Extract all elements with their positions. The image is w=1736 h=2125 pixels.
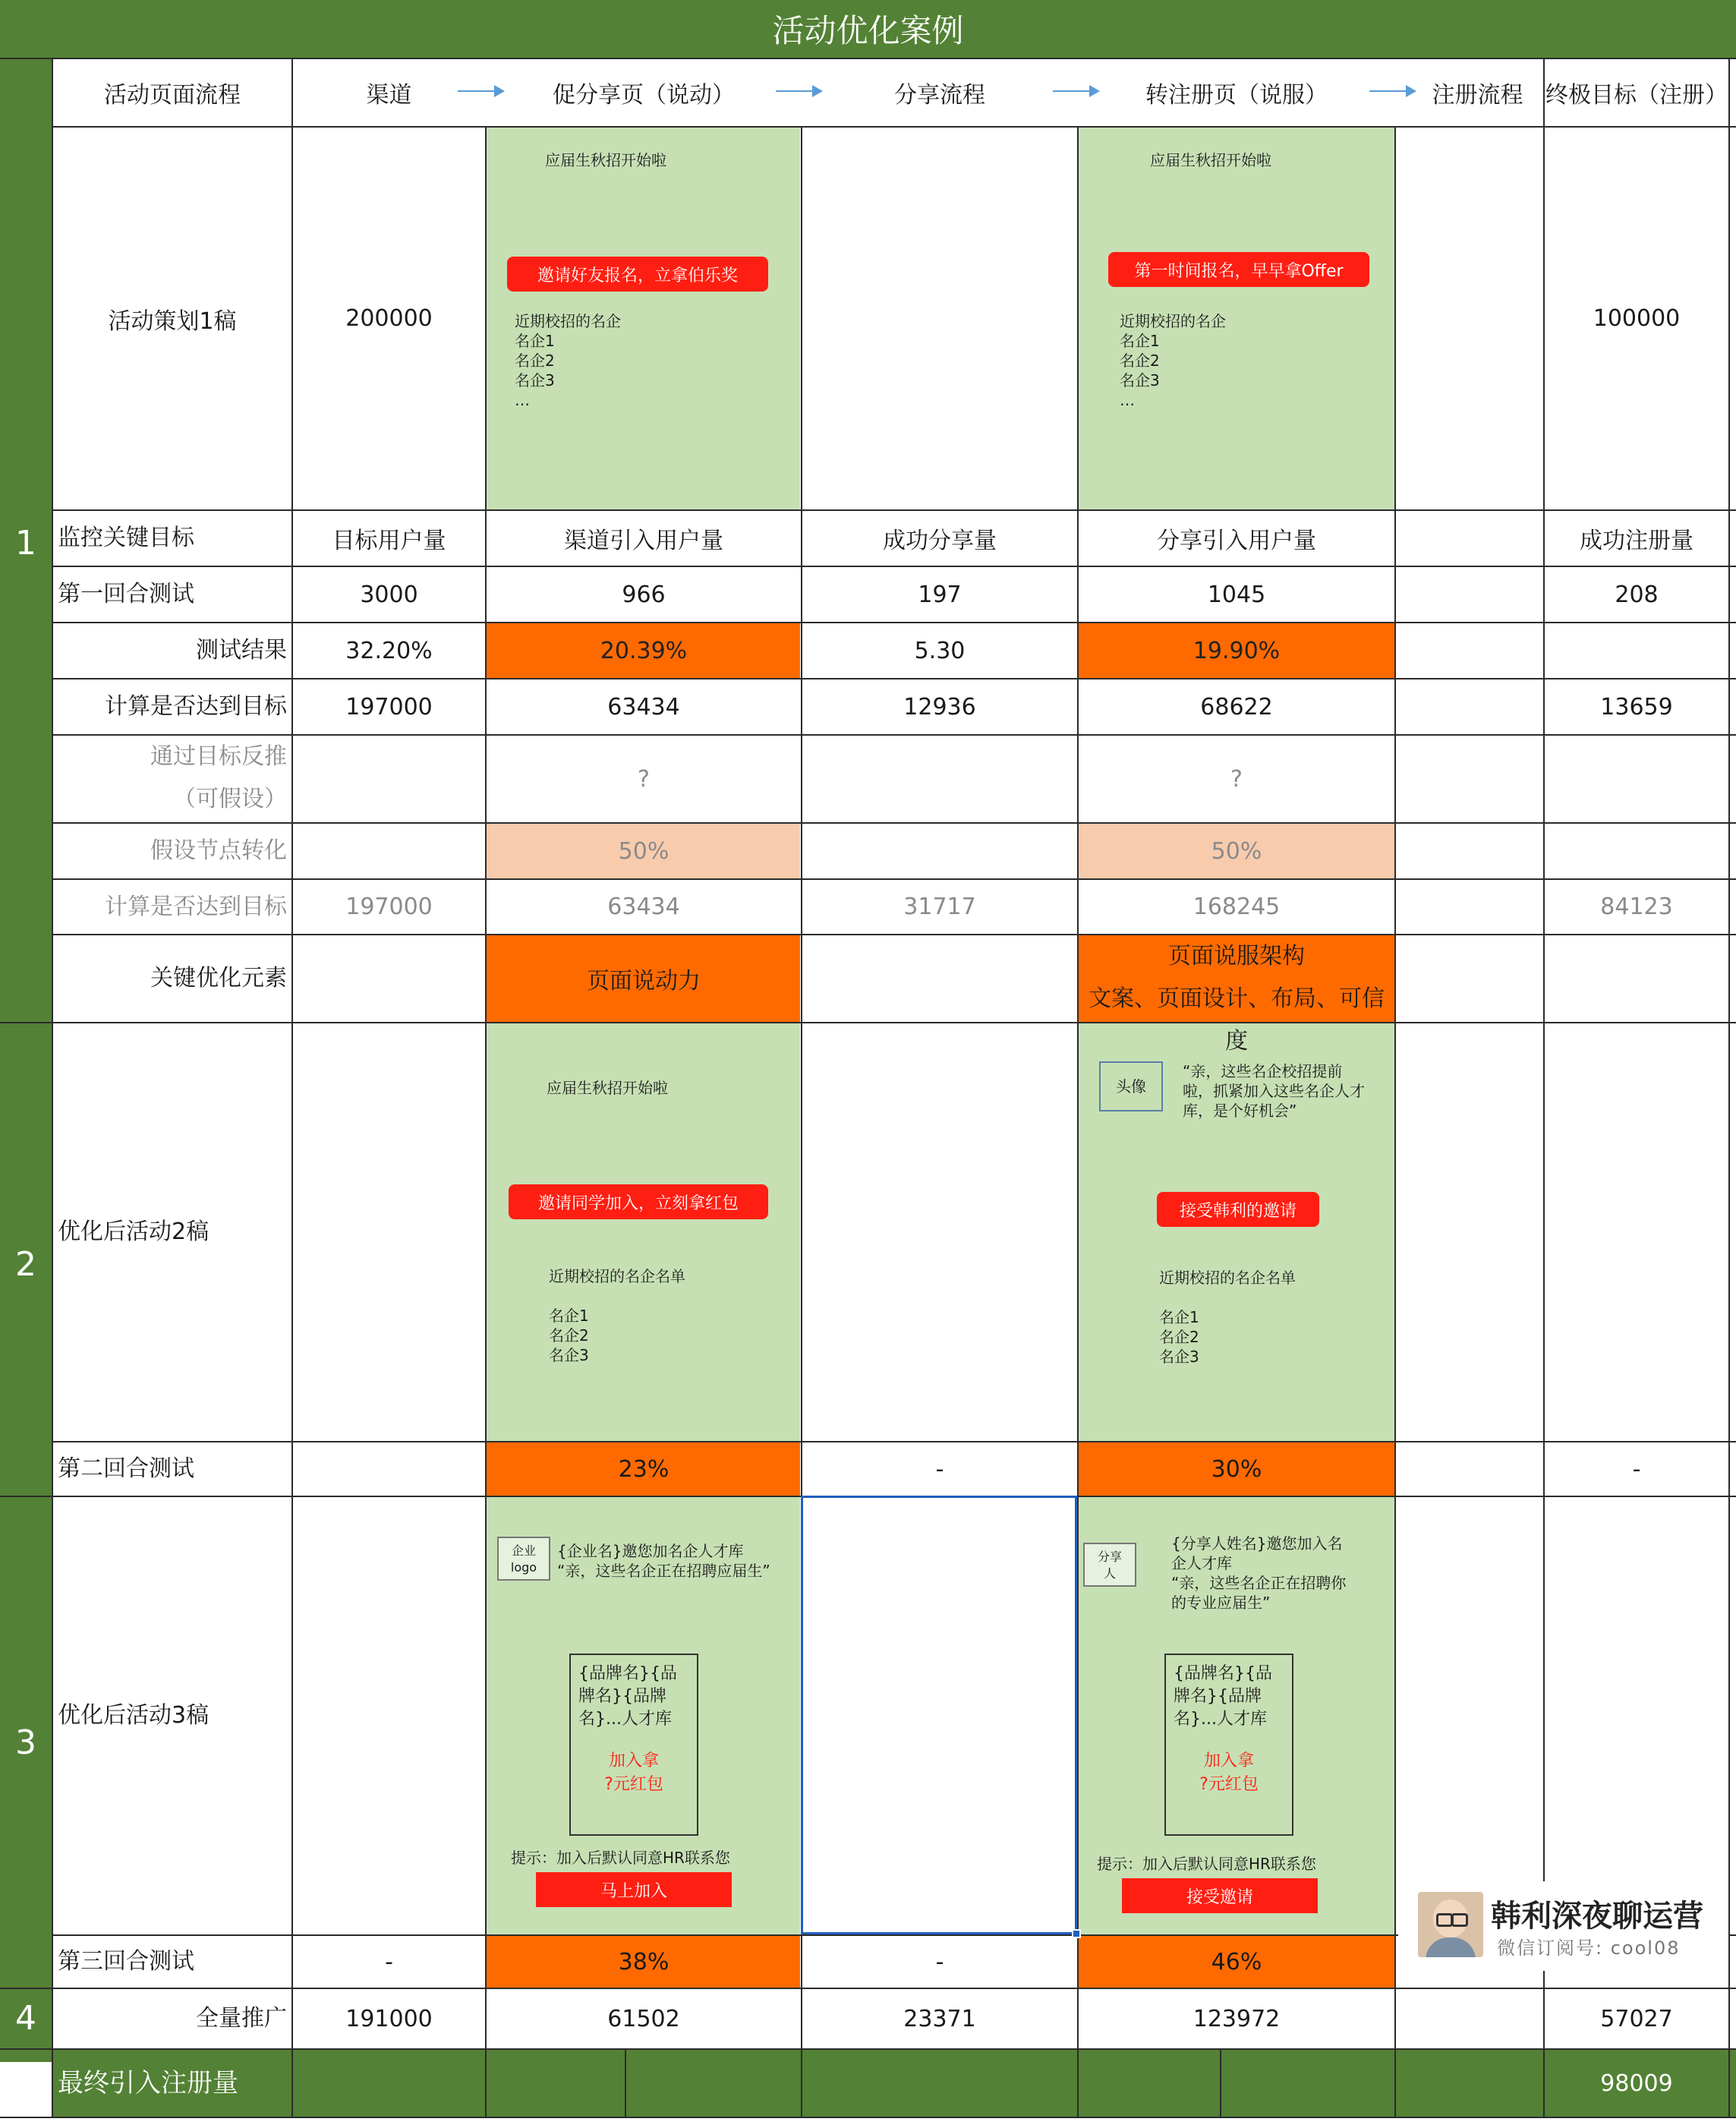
test2-c2: 23%: [618, 1455, 670, 1483]
watermark-name: 韩利深夜聊运营: [1491, 1899, 1703, 1934]
watermark: [1398, 1881, 1728, 1971]
mock2-share-list: [549, 1306, 777, 1365]
row-label-calc2: 计算是否达到目标: [105, 894, 287, 920]
mock3-reg-hint: 提示：加入后默认同意HR联系您: [1097, 1855, 1316, 1873]
list-item: 名企3: [1120, 371, 1160, 389]
kpi-c4: 分享引入用户量: [1157, 528, 1316, 554]
header-share-page: 促分享页（说动）: [553, 82, 735, 109]
test3-c3: -: [935, 1948, 944, 1975]
header-channel: 渠道: [366, 82, 412, 109]
mock2-reg-quote: “亲，这些名企校招提前啦，抓紧加入这些名企人才库，是个好机会”: [1183, 1062, 1365, 1120]
list-item: 名企3: [549, 1346, 589, 1364]
section-4: 4: [15, 1998, 36, 2038]
row-label-assume: 假设节点转化: [150, 837, 287, 864]
test1-c2: 966: [622, 581, 666, 608]
mock3-reg-brand-box: {品牌名}{品牌名}{品牌名}...人才库 加入拿 ?元红包: [1164, 1654, 1293, 1836]
key-c2: 页面说动力: [587, 968, 701, 995]
row-label-plan1: 活动策划1稿: [108, 307, 237, 335]
list-item: 名企1: [1120, 332, 1160, 350]
arrow-3: [1053, 90, 1098, 92]
test3-c1: -: [385, 1948, 393, 1975]
row-label-plan3: 优化后活动3稿: [58, 1702, 210, 1729]
mock3-share-text: {企业名}邀您加名企人才库 “亲，这些名企正在招聘应届生”: [557, 1542, 770, 1580]
list-item: 名企1: [515, 332, 555, 350]
result-c2: 20.39%: [600, 637, 688, 664]
mock2-reg-list: [1159, 1307, 1387, 1367]
row-label-test3: 第三回合测试: [58, 1948, 194, 1975]
kpi-c6: 成功注册量: [1580, 528, 1693, 554]
kpi-c3: 成功分享量: [883, 528, 997, 554]
list-item: 名企2: [515, 352, 555, 370]
list-item: 名企1: [1159, 1308, 1199, 1326]
full-c3: 23371: [903, 2005, 976, 2032]
section-1: 1: [15, 523, 36, 563]
mock3-share-button[interactable]: 马上加入: [536, 1872, 732, 1907]
calc2-c6: 84123: [1600, 894, 1673, 920]
arrow-1: [458, 90, 503, 92]
list-item: 名企2: [1120, 352, 1160, 370]
row-label-kpi: 监控关键目标: [58, 525, 194, 551]
mock2-share-button[interactable]: 邀请同学加入，立刻拿红包: [509, 1184, 768, 1219]
calc2-c2: 63434: [607, 894, 680, 920]
header-goal: 终极目标（注册）: [1545, 82, 1728, 109]
calc1-c1: 197000: [345, 693, 433, 720]
calc2-c1: 197000: [345, 894, 433, 920]
test1-c3: 197: [918, 581, 962, 608]
calc1-c4: 68622: [1200, 693, 1273, 720]
test3-c4: 46%: [1211, 1948, 1262, 1975]
row-label-reverse: 通过目标反推 （可假设）: [150, 743, 287, 812]
final-row-bg: [52, 2048, 1736, 2117]
row-label-calc1: 计算是否达到目标: [105, 693, 287, 720]
calc1-c2: 63434: [607, 693, 680, 720]
test1-c4: 1045: [1207, 581, 1266, 608]
mock3-share-hint: 提示：加入后默认同意HR联系您: [511, 1849, 730, 1867]
section-2: 2: [15, 1244, 36, 1284]
header-reg-page: 转注册页（说服）: [1145, 82, 1328, 109]
calc2-c3: 31717: [903, 894, 976, 920]
mock1-reg-headline: 应届生秋招开始啦: [1150, 151, 1271, 169]
section-3: 3: [15, 1723, 36, 1762]
header-flow: 活动页面流程: [104, 82, 241, 109]
list-item: 名企3: [515, 371, 555, 389]
list-item: 名企2: [1159, 1328, 1199, 1346]
calc2-c4: 168245: [1193, 894, 1281, 920]
mock1-reg-button[interactable]: 第一时间报名，早早拿Offer: [1108, 252, 1369, 287]
row-label-test1: 第一回合测试: [58, 581, 194, 607]
kpi-c1: 目标用户量: [332, 528, 446, 554]
list-item: 名企1: [549, 1307, 589, 1325]
full-c6: 57027: [1600, 2005, 1673, 2032]
full-c1: 191000: [345, 2005, 433, 2032]
avatar: [1418, 1892, 1483, 1957]
section-5: 5: [15, 2063, 36, 2102]
test2-c4: 30%: [1211, 1455, 1262, 1483]
result-c3: 5.30: [914, 637, 966, 664]
mock2-share-list-title: 近期校招的名企名单: [549, 1267, 685, 1285]
test1-c1: 3000: [360, 581, 418, 608]
test1-c6: 208: [1615, 581, 1659, 608]
calc1-c3: 12936: [903, 693, 976, 720]
row-label-test2: 第二回合测试: [58, 1455, 194, 1482]
mock2-reg-button[interactable]: 接受韩利的邀请: [1157, 1192, 1319, 1227]
row-label-result: 测试结果: [196, 637, 287, 664]
selected-cell[interactable]: [801, 1496, 1077, 1934]
assume-c4: 50%: [1211, 837, 1262, 865]
test2-c6: -: [1632, 1455, 1641, 1483]
final-c6: 98009: [1600, 2070, 1673, 2097]
reverse-c4: ?: [1230, 765, 1243, 793]
test2-c3: -: [935, 1455, 944, 1483]
result-c1: 32.20%: [345, 637, 433, 664]
mock1-share-headline: 应届生秋招开始啦: [545, 151, 666, 169]
mock2-avatar: 头像: [1099, 1061, 1163, 1111]
full-c4: 123972: [1193, 2005, 1281, 2032]
mock2-reg-list-title: 近期校招的名企名单: [1159, 1269, 1296, 1287]
kpi-c2: 渠道引入用户量: [564, 528, 723, 554]
mock1-reg-list: 近期校招的名企 名企1 名企2 名企3 …: [1120, 311, 1347, 410]
mock3-reg-button[interactable]: 接受邀请: [1122, 1878, 1318, 1913]
mock2-share-headline: 应届生秋招开始啦: [547, 1079, 668, 1097]
header-share-flow: 分享流程: [894, 82, 985, 109]
title-bar: [0, 0, 1736, 58]
mock1-share-list: 近期校招的名企 名企1 名企2 名企3 …: [515, 311, 742, 410]
list-item: 名企2: [549, 1326, 589, 1345]
full-c2: 61502: [607, 2005, 680, 2032]
row-label-key: 关键优化元素: [150, 965, 287, 992]
watermark-sub: 微信订阅号: cool08: [1497, 1937, 1681, 1959]
plan1-goal: 100000: [1593, 305, 1681, 332]
mock1-share-button[interactable]: 邀请好友报名，立拿伯乐奖: [507, 257, 768, 292]
arrow-4: [1369, 90, 1415, 92]
mock3-reg-text: {分享人姓名}邀您加入名企人才库 “亲，这些名企正在招聘你的专业应届生”: [1171, 1534, 1347, 1612]
row-label-full: 全量推广: [196, 2005, 287, 2032]
mock3-share-brand-box: {品牌名}{品牌名}{品牌名}...人才库 加入拿 ?元红包: [569, 1654, 698, 1836]
arrow-2: [776, 90, 821, 92]
header-reg-flow: 注册流程: [1432, 82, 1523, 109]
mock3-sharer-avatar: 分享 人: [1083, 1543, 1136, 1587]
page-title: 活动优化案例: [772, 12, 964, 49]
mock3-logo: 企业 logo: [497, 1537, 550, 1581]
list-item: 名企3: [1159, 1348, 1199, 1366]
plan1-channel: 200000: [345, 305, 433, 332]
key-c4: 页面说服架构 文案、页面设计、布局、可信度: [1089, 943, 1385, 1055]
reverse-c2: ?: [638, 765, 650, 793]
test3-c2: 38%: [618, 1948, 670, 1975]
row-label-plan2: 优化后活动2稿: [58, 1219, 210, 1245]
assume-c2: 50%: [618, 837, 670, 865]
row-label-final: 最终引入注册量: [58, 2068, 238, 2098]
calc1-c6: 13659: [1600, 693, 1673, 720]
result-c4: 19.90%: [1193, 637, 1281, 664]
